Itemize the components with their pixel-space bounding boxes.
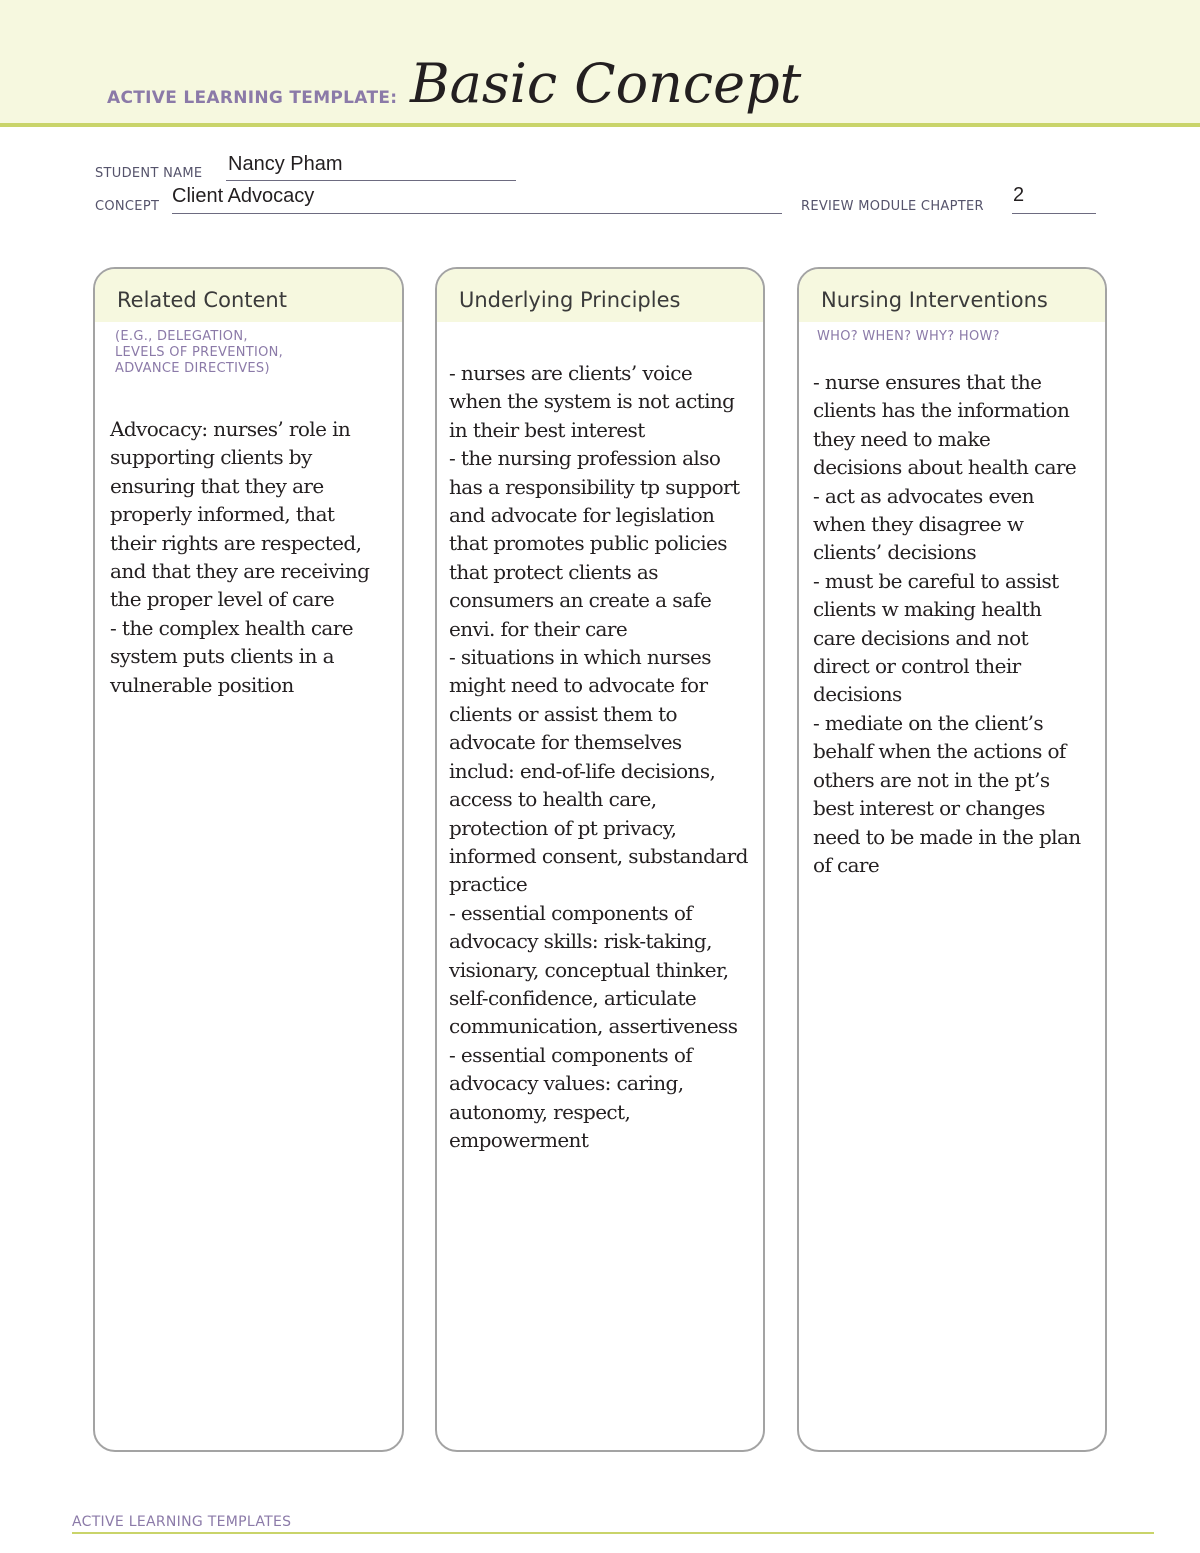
related-content-text[interactable]: Advocacy: nurses’ role in supporting clients by ensuring that they are properly informed, that their rights are respected, and that they are receiving the proper level of care - the complex health care system puts clients in a vulnerable position — [110, 417, 370, 697]
related-content-panel — [93, 267, 404, 1452]
concept-label: CONCEPT — [95, 199, 160, 214]
panel-subtitle: WHO? WHEN? WHY? HOW? — [817, 329, 1000, 344]
nursing-interventions-panel — [797, 267, 1107, 1452]
panel-title: Nursing Interventions — [821, 288, 1048, 312]
panel-subtitle: (E.G., DELEGATION, LEVELS OF PREVENTION, ADVANCE DIRECTIVES) — [115, 329, 284, 376]
footer-label: ACTIVE LEARNING TEMPLATES — [72, 1514, 292, 1530]
panel-title: Related Content — [117, 288, 287, 312]
panel-title: Underlying Principles — [459, 288, 681, 312]
student-name-line — [226, 180, 516, 181]
student-name-value[interactable]: Nancy Pham — [228, 153, 343, 175]
footer-divider — [72, 1532, 1154, 1534]
student-name-label: STUDENT NAME — [95, 166, 203, 181]
header-divider — [0, 123, 1200, 127]
concept-line — [172, 213, 782, 214]
underlying-principles-text[interactable]: - nurses are clients’ voice when the system is not acting in their best interest - the nursing profession also has a responsibility tp support and advocate for legislation that promotes public policies that protect clients as consumers an create a safe envi. for their care - situations in which nurses might need to advocate for clients or assist them to advocate for themselves includ: end-of-life decisions, access to health care, protection of pt privacy, informed consent, substandard practice - essential components of advocacy skills: risk-taking, visionary, conceptual thinker, self-confidence, articulate communication, assertiveness - essential components of advocacy values: caring, autonomy, respect, empowerment — [449, 361, 748, 1152]
underlying-principles-panel — [435, 267, 765, 1452]
page-title: Basic Concept — [410, 52, 802, 115]
chapter-line — [1012, 213, 1096, 214]
chapter-label: REVIEW MODULE CHAPTER — [801, 199, 984, 214]
nursing-interventions-text[interactable]: - nurse ensures that the clients has the information they need to make decisions about health care - act as advocates even when they disagree w clients’ decisions - must be careful to assist clients w making health care decisions and not direct or control their decisions - mediate on the client’s behalf when the actions of others are not in the pt’s best interest or changes need to be made in the plan of care — [813, 370, 1081, 877]
concept-value[interactable]: Client Advocacy — [172, 185, 315, 207]
chapter-value[interactable]: 2 — [1013, 184, 1025, 206]
template-label: ACTIVE LEARNING TEMPLATE: — [107, 88, 398, 108]
